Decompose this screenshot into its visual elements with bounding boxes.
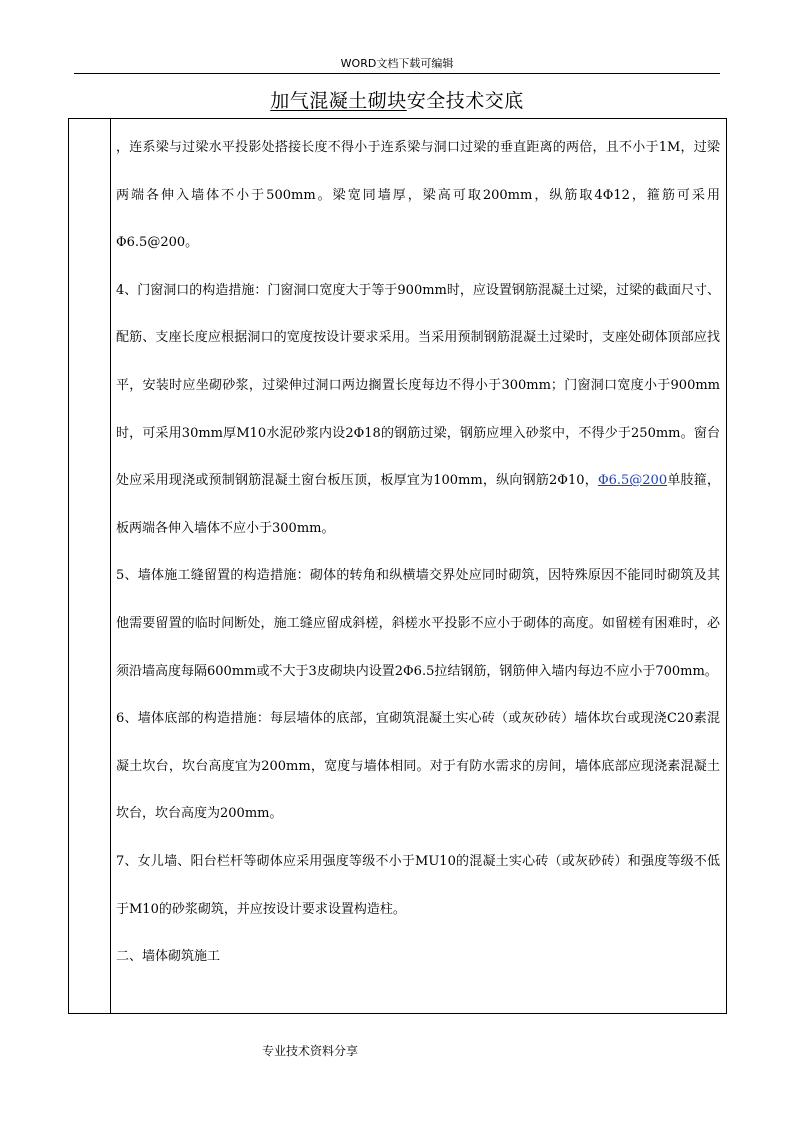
page-header: WORD文档下载可编辑 <box>340 57 454 70</box>
paragraph-item-5: 5、墙体施工缝留置的构造措施：砌体的转角和纵横墙交界处应同时砌筑，因特殊原因不能同时砌筑及其他需要留置的临时间断处，施工缝应留成斜槎，斜槎水平投影不应小于砌体的高度。如留槎有困难时，必须沿墙高度每隔600mm或不大于3皮砌块内设置2Φ6.5拉结钢筋，钢筋伸入墙内每边不应小于700mm。 <box>116 568 720 679</box>
hyperlink-stirrup-spec[interactable]: Φ6.5@200 <box>597 473 668 489</box>
title-rest: 安全技术交底 <box>406 90 524 112</box>
paragraph-item-6: 6、墙体底部的构造措施：每层墙体的底部，宜砌筑混凝土实心砖（或灰砂砖）墙体坎台或现浇C20素混凝土坎台，坎台高度宜为200mm，宽度与墙体相同。对于有防水需求的房间，墙体底部应现浇素混凝土坎台，坎台高度为200mm。 <box>116 711 720 822</box>
paragraph-item-4-tail: 单肢箍，板两端各伸入墙体不应小于300mm。 <box>116 473 720 536</box>
section-heading-wall-masonry: 二、墙体砌筑施工 <box>116 949 221 965</box>
paragraph-item-7: 7、女儿墙、阳台栏杆等砌体应采用强度等级不小于MU10的混凝土实心砖（或灰砂砖）和强度等级不低于M10的砂浆砌筑，并应按设计要求设置构造柱。 <box>116 853 720 917</box>
paragraph-continuation: ，连系梁与过梁水平投影处搭接长度不得小于连系梁与洞口过梁的垂直距离的两倍，且不小于1M，过梁两端各伸入墙体不小于500mm。梁宽同墙厚，梁高可取200mm，纵筋取4Φ12，箍筋可采用Φ6.5@200。 <box>116 140 720 251</box>
content-cell <box>116 124 720 981</box>
page-footer: 专业技术资料分享 <box>262 1044 359 1058</box>
document-title <box>0 86 794 113</box>
table-column-divider <box>110 118 111 1014</box>
title-underlined-part: 加气混凝土砌块 <box>270 90 407 112</box>
paragraph-item-4-text: 4、门窗洞口的构造措施：门窗洞口宽度大于等于900mm时，应设置钢筋混凝土过梁，过梁的截面尺寸、配筋、支座长度应根据洞口的宽度按设计要求采用。当采用预制钢筋混凝土过梁时，支座处砌体顶部应找平，安装时应坐砌砂浆，过梁伸过洞口两边搁置长度每边不得小于300mm；门窗洞口宽度小于900mm时，可采用30mm厚M10水泥砂浆内设2Φ18的钢筋过梁，钢筋应埋入砂浆中，不得少于250mm。窗台处应采用现浇或预制钢筋混凝土窗台板压顶，板厚宜为100mm，纵向钢筋2Φ10， <box>116 282 720 489</box>
paragraph-item-4 <box>116 267 720 553</box>
header-rule <box>74 73 720 74</box>
